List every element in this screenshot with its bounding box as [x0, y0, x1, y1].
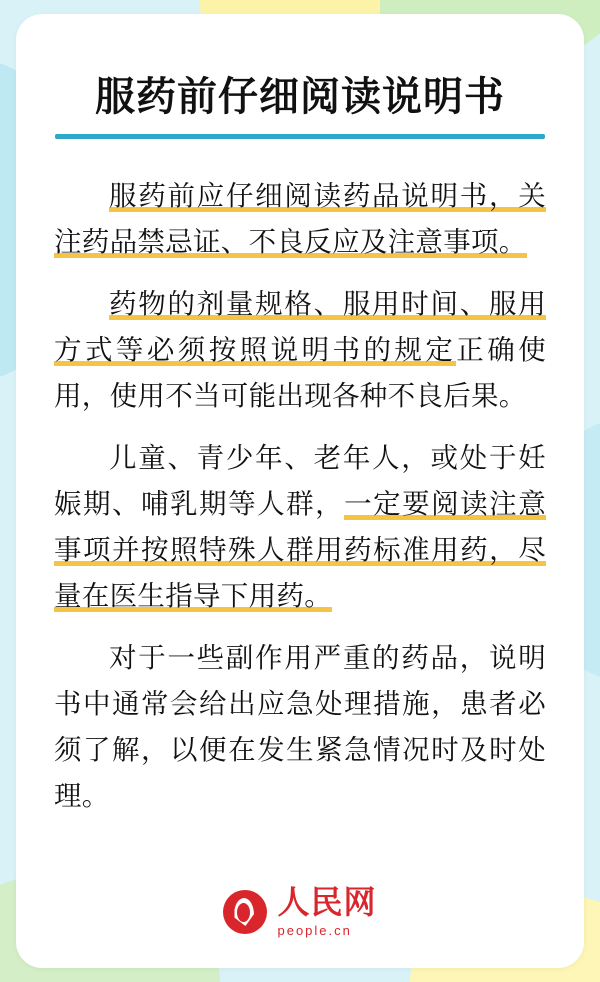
content-card: [16, 14, 584, 968]
people-cn-logo-icon: [223, 890, 267, 934]
logo-name-en: people.cn: [277, 923, 352, 938]
paragraph-3-segment-1: 儿童、青少年、老年人，或处于妊娠期、哺乳期等人群，: [54, 442, 546, 519]
footer-logo: [16, 886, 584, 938]
paragraph-2-segment-2: 正确使用，使用不当可能出现各种不良后果。: [54, 334, 546, 411]
paragraph-3: [54, 435, 546, 619]
paragraph-2: [54, 281, 546, 419]
paragraph-4-segment-1: 对于一些副作用严重的药品，说明书中通常会给出应急处理措施，患者必须了解，以便在发生紧急情况时及时处理。: [54, 642, 546, 811]
title-underline: [55, 134, 545, 139]
article-body: [54, 173, 546, 819]
paragraph-1-segment-1: 服药前应仔细阅读药品说明书，关注药品禁忌证、不良反应及注意事项。: [54, 180, 546, 257]
paragraph-4: [54, 635, 546, 819]
logo-text-block: [277, 886, 376, 938]
paragraph-2-segment-1: 药物的剂量规格、服用时间、服用方式等必须按照说明书的规定: [54, 288, 546, 365]
title-block: [54, 74, 546, 139]
paragraph-1: [54, 173, 546, 265]
paragraph-3-segment-2: 一定要阅读注意事项并按照特殊人群用药标准用药，尽量在医生指导下用药。: [54, 488, 546, 611]
page-title: 服药前仔细阅读说明书: [95, 75, 505, 119]
logo-name-cn: 人民网: [277, 884, 377, 920]
